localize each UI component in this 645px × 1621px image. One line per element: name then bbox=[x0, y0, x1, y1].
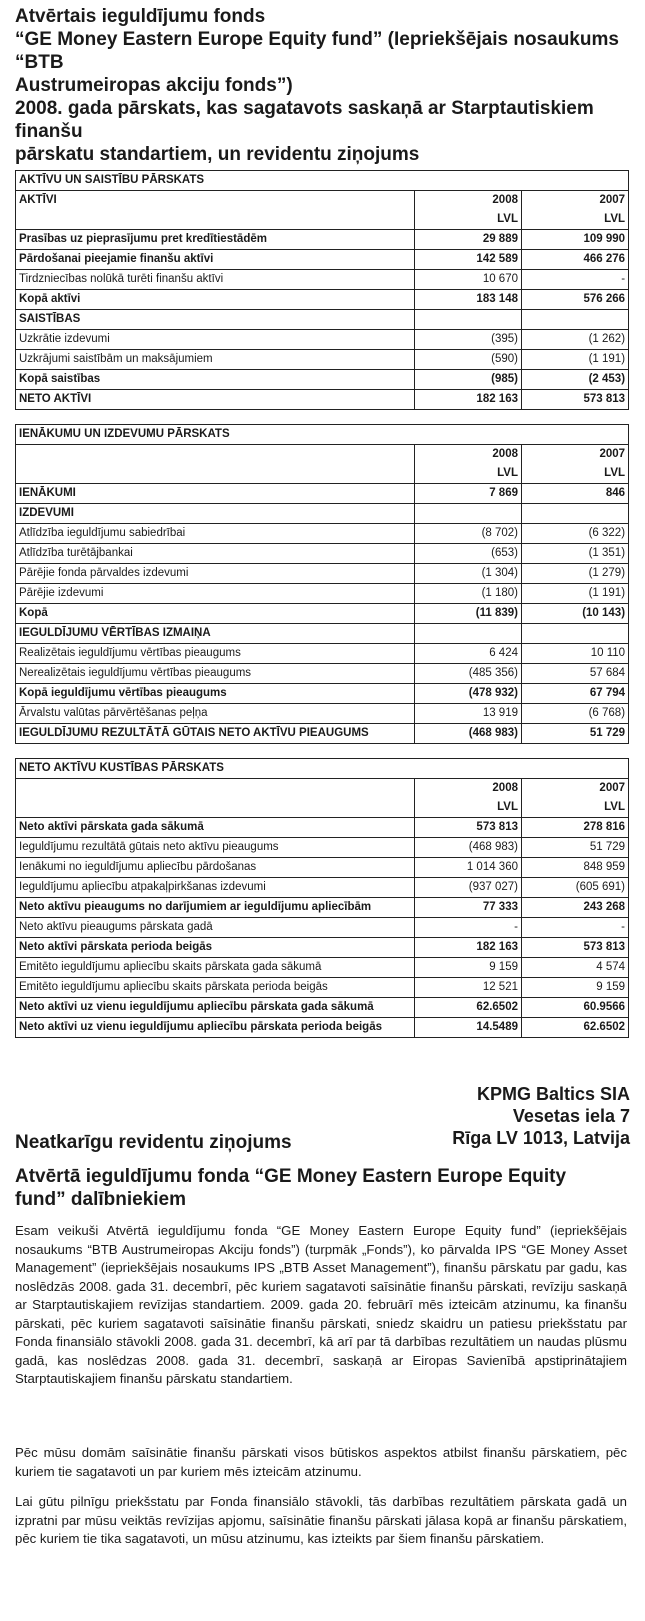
row-label: Nerealizētais ieguldījumu vērtības pieaugums bbox=[16, 664, 415, 684]
value-2008: (468 983) bbox=[415, 838, 522, 858]
value-2008: 183 148 bbox=[415, 290, 522, 310]
value-2008: (1 180) bbox=[415, 584, 522, 604]
document bbox=[15, 5, 630, 1038]
audit-paragraph-3: Lai gūtu pilnīgu priekšstatu par Fonda finansiālo stāvokli, tās darbības rezultātiem pārskata gadā un izpratni par mūsu veiktās revīzijas apjomu, saīsinātie finanšu pārskati jālasa kopā ar finanšu pārskatiem, pēc kuriem tie tika sagatavoti, un mūsu atzinumu, kas izteikts par šiem finanšu pārskatiem. bbox=[15, 1494, 627, 1546]
balance-sheet-title: AKTĪVU UN SAISTĪBU PĀRSKATS bbox=[16, 171, 629, 191]
value-2007: 67 794 bbox=[522, 684, 629, 704]
value-2007: 4 574 bbox=[522, 958, 629, 978]
investment-change-label: IEGULDĪJUMU VĒRTĪBAS IZMAIŅA bbox=[16, 624, 415, 644]
row-label: Pārējie fonda pārvaldes izdevumi bbox=[16, 564, 415, 584]
audit-report-title: Neatkarīgu revidentu ziņojums bbox=[15, 1132, 292, 1153]
value-2008: 573 813 bbox=[415, 818, 522, 838]
row-label: NETO AKTĪVI bbox=[16, 390, 415, 410]
table-row bbox=[16, 330, 629, 350]
value-2008: (985) bbox=[415, 370, 522, 390]
value-2007: (6 768) bbox=[522, 704, 629, 724]
value-2008: (8 702) bbox=[415, 524, 522, 544]
value-2007: 848 959 bbox=[522, 858, 629, 878]
report-subtitle-line-2: pārskatu standartiem, un revidentu ziņojums bbox=[15, 144, 420, 165]
audit-paragraph-2: Pēc mūsu domām saīsinātie finanšu pārskati visos būtiskos aspektos atbilst finanšu pārskatiem, pēc kuriem tie sagatavoti un par kuriem mēs izteicām atzinumu. bbox=[15, 1445, 627, 1479]
table-row bbox=[16, 938, 629, 958]
value-2007: (1 191) bbox=[522, 584, 629, 604]
row-label: Neto aktīvu pieaugums pārskata gadā bbox=[16, 918, 415, 938]
fund-title: Atvērtais ieguldījumu fonds bbox=[15, 6, 266, 27]
table-row bbox=[16, 818, 629, 838]
value-2008: (590) bbox=[415, 350, 522, 370]
value-2008: 6 424 bbox=[415, 644, 522, 664]
unit-2008: LVL bbox=[415, 464, 522, 484]
value-2007: (1 262) bbox=[522, 330, 629, 350]
unit-2008: LVL bbox=[415, 210, 522, 230]
value-2008: 9 159 bbox=[415, 958, 522, 978]
row-label: Emitēto ieguldījumu apliecību skaits pārskata perioda beigās bbox=[16, 978, 415, 998]
row-label: IEGULDĪJUMU REZULTĀTĀ GŪTAIS NETO AKTĪVU PIEAUGUMS bbox=[16, 724, 415, 744]
value-2007: 51 729 bbox=[522, 724, 629, 744]
year-2007-header: 2007 bbox=[522, 191, 629, 211]
audit-report-addressee bbox=[15, 1165, 625, 1211]
value-2008: - bbox=[415, 918, 522, 938]
value-2007: 278 816 bbox=[522, 818, 629, 838]
value-2008: (1 304) bbox=[415, 564, 522, 584]
row-label: Prasības uz pieprasījumu pret kredītiestādēm bbox=[16, 230, 415, 250]
value-2008: 62.6502 bbox=[415, 998, 522, 1018]
year-2008-header: 2008 bbox=[415, 191, 522, 211]
auditor-address bbox=[452, 1083, 630, 1149]
value-2008: 1 014 360 bbox=[415, 858, 522, 878]
table-row bbox=[16, 998, 629, 1018]
value-2008: 12 521 bbox=[415, 978, 522, 998]
table-row bbox=[16, 664, 629, 684]
value-2008: 13 919 bbox=[415, 704, 522, 724]
unit-2007: LVL bbox=[522, 798, 629, 818]
income-2007: 846 bbox=[522, 484, 629, 504]
row-label: Neto aktīvi uz vienu ieguldījumu apliecību pārskata gada sākumā bbox=[16, 998, 415, 1018]
row-label: Neto aktīvi pārskata gada sākumā bbox=[16, 818, 415, 838]
value-2007: 9 159 bbox=[522, 978, 629, 998]
row-label: Uzkrājumi saistībām un maksājumiem bbox=[16, 350, 415, 370]
addressee-line-1: Atvērtā ieguldījumu fonda “GE Money Eastern Europe Equity bbox=[15, 1166, 567, 1187]
table-row bbox=[16, 350, 629, 370]
table-row bbox=[16, 684, 629, 704]
year-2007-header: 2007 bbox=[522, 445, 629, 465]
row-label: Ārvalstu valūtas pārvērtēšanas peļņa bbox=[16, 704, 415, 724]
balance-sheet-table bbox=[15, 170, 629, 410]
row-label: Ieguldījumu apliecību atpakaļpirkšanas izdevumi bbox=[16, 878, 415, 898]
row-label: Ienākumi no ieguldījumu apliecību pārdošanas bbox=[16, 858, 415, 878]
value-2007: (10 143) bbox=[522, 604, 629, 624]
table-row bbox=[16, 704, 629, 724]
value-2007: 576 266 bbox=[522, 290, 629, 310]
row-label: Kopā ieguldījumu vērtības pieaugums bbox=[16, 684, 415, 704]
value-2007: 466 276 bbox=[522, 250, 629, 270]
value-2008: (11 839) bbox=[415, 604, 522, 624]
row-label: Kopā aktīvi bbox=[16, 290, 415, 310]
year-2007-header: 2007 bbox=[522, 779, 629, 799]
table-row bbox=[16, 524, 629, 544]
report-subtitle-line-1: 2008. gada pārskats, kas sagatavots saskaņā ar Starptautiskiem finanšu bbox=[15, 98, 594, 142]
table-row bbox=[16, 564, 629, 584]
table-row bbox=[16, 584, 629, 604]
row-label: Neto aktīvi uz vienu ieguldījumu apliecību pārskata perioda beigās bbox=[16, 1018, 415, 1038]
table-row bbox=[16, 878, 629, 898]
value-2008: (478 932) bbox=[415, 684, 522, 704]
income-statement-table bbox=[15, 424, 629, 744]
table-row bbox=[16, 858, 629, 878]
value-2007: - bbox=[522, 270, 629, 290]
value-2007: (6 322) bbox=[522, 524, 629, 544]
assets-label: AKTĪVI bbox=[16, 191, 415, 211]
value-2008: (653) bbox=[415, 544, 522, 564]
value-2007: 62.6502 bbox=[522, 1018, 629, 1038]
liabilities-label: SAISTĪBAS bbox=[16, 310, 415, 330]
value-2007: (605 691) bbox=[522, 878, 629, 898]
table-row bbox=[16, 958, 629, 978]
value-2007: 57 684 bbox=[522, 664, 629, 684]
unit-2007: LVL bbox=[522, 210, 629, 230]
value-2008: 29 889 bbox=[415, 230, 522, 250]
row-label: Realizētais ieguldījumu vērtības pieaugums bbox=[16, 644, 415, 664]
value-2007: 243 268 bbox=[522, 898, 629, 918]
table-row bbox=[16, 978, 629, 998]
row-label: Emitēto ieguldījumu apliecību skaits pārskata gada sākumā bbox=[16, 958, 415, 978]
audit-paragraph-1: Esam veikuši Atvērtā ieguldījumu fonda “GE Money Eastern Europe Equity fund” (iepriekšējais nosaukums “BTB Austrumeiropas Akciju fonds”) (turpmāk „Fonds”), ko pārvalda IPS “GE Money Asset Management” (iepriekšējais nosaukums IPS „BTB Asset Management”), finanšu pārskatu par gadu, kas noslēdzās 2008. gada 31. decembrī, pēc kuriem sagatavoti saīsinātie finanšu pārskati, revīziju saskaņā ar Starptautiskajiem revīzijas standartiem. 2009. gada 20. februārī mēs izteicām atzinumu, ka finanšu pārskati, pēc kuriem sagatavoti saīsinātie finanšu pārskati, sniedz skaidru un patiesu priekšstatu par Fonda finansiālo stāvokli 2008. gada 31. decembrī, kā arī par tā darbības rezultātiem un naudas plūsmu gadā, kas noslēdzas 2008. gada 31. decembrī, saskaņā ar Eiropas Savienībā apstiprinātajiem Starptautiskajiem finanšu pārskatu standartiem. bbox=[15, 1223, 627, 1386]
table-row bbox=[16, 838, 629, 858]
row-label: Pārējie izdevumi bbox=[16, 584, 415, 604]
auditor-street: Vesetas iela 7 bbox=[512, 1106, 630, 1126]
year-2008-header: 2008 bbox=[415, 779, 522, 799]
net-assets-movement-table bbox=[15, 758, 629, 1038]
row-label: Tirdzniecības nolūkā turēti finanšu aktīvi bbox=[16, 270, 415, 290]
table-row bbox=[16, 250, 629, 270]
value-2008: 142 589 bbox=[415, 250, 522, 270]
table-row bbox=[16, 898, 629, 918]
table-row bbox=[16, 604, 629, 624]
value-2007: (1 191) bbox=[522, 350, 629, 370]
value-2008: (485 356) bbox=[415, 664, 522, 684]
row-label: Ieguldījumu rezultātā gūtais neto aktīvu pieaugums bbox=[16, 838, 415, 858]
row-label: Atlīdzība ieguldījumu sabiedrībai bbox=[16, 524, 415, 544]
value-2008: 182 163 bbox=[415, 938, 522, 958]
value-2007: 109 990 bbox=[522, 230, 629, 250]
table-row bbox=[16, 644, 629, 664]
value-2008: (937 027) bbox=[415, 878, 522, 898]
value-2007: (1 279) bbox=[522, 564, 629, 584]
table-row bbox=[16, 544, 629, 564]
income-statement-title: IENĀKUMU UN IZDEVUMU PĀRSKATS bbox=[16, 425, 629, 445]
unit-2008: LVL bbox=[415, 798, 522, 818]
unit-2007: LVL bbox=[522, 464, 629, 484]
row-label: Uzkrātie izdevumi bbox=[16, 330, 415, 350]
value-2007: - bbox=[522, 918, 629, 938]
value-2007: 10 110 bbox=[522, 644, 629, 664]
value-2007: (2 453) bbox=[522, 370, 629, 390]
row-label: Neto aktīvu pieaugums no darījumiem ar ieguldījumu apliecībām bbox=[16, 898, 415, 918]
value-2007: 60.9566 bbox=[522, 998, 629, 1018]
value-2007: 573 813 bbox=[522, 938, 629, 958]
value-2008: 14.5489 bbox=[415, 1018, 522, 1038]
value-2008: 77 333 bbox=[415, 898, 522, 918]
expenses-label: IZDEVUMI bbox=[16, 504, 415, 524]
row-label: Pārdošanai pieejamie finanšu aktīvi bbox=[16, 250, 415, 270]
net-assets-movement-title: NETO AKTĪVU KUSTĪBAS PĀRSKATS bbox=[16, 759, 629, 779]
value-2008: 182 163 bbox=[415, 390, 522, 410]
table-row bbox=[16, 390, 629, 410]
fund-name-line-2: Austrumeiropas akciju fonds”) bbox=[15, 75, 293, 96]
table-row bbox=[16, 370, 629, 390]
income-2008: 7 869 bbox=[415, 484, 522, 504]
value-2007: 51 729 bbox=[522, 838, 629, 858]
value-2008: (468 983) bbox=[415, 724, 522, 744]
row-label: Neto aktīvi pārskata perioda beigās bbox=[16, 938, 415, 958]
table-row bbox=[16, 270, 629, 290]
income-label: IENĀKUMI bbox=[16, 484, 415, 504]
auditor-firm: KPMG Baltics SIA bbox=[476, 1084, 630, 1104]
addressee-line-2: fund” dalībniekiem bbox=[15, 1189, 187, 1210]
table-row bbox=[16, 918, 629, 938]
value-2008: (395) bbox=[415, 330, 522, 350]
value-2007: (1 351) bbox=[522, 544, 629, 564]
year-2008-header: 2008 bbox=[415, 445, 522, 465]
table-row bbox=[16, 1018, 629, 1038]
row-label: Kopā bbox=[16, 604, 415, 624]
row-label: Kopā saistības bbox=[16, 370, 415, 390]
row-label: Atlīdzība turētājbankai bbox=[16, 544, 415, 564]
value-2007: 573 813 bbox=[522, 390, 629, 410]
table-row bbox=[16, 230, 629, 250]
auditor-city: Rīga LV 1013, Latvija bbox=[452, 1128, 630, 1148]
fund-name-line-1: “GE Money Eastern Europe Equity fund” (Iepriekšējais nosaukums “BTB bbox=[15, 29, 619, 73]
table-row bbox=[16, 290, 629, 310]
value-2008: 10 670 bbox=[415, 270, 522, 290]
table-row bbox=[16, 724, 629, 744]
